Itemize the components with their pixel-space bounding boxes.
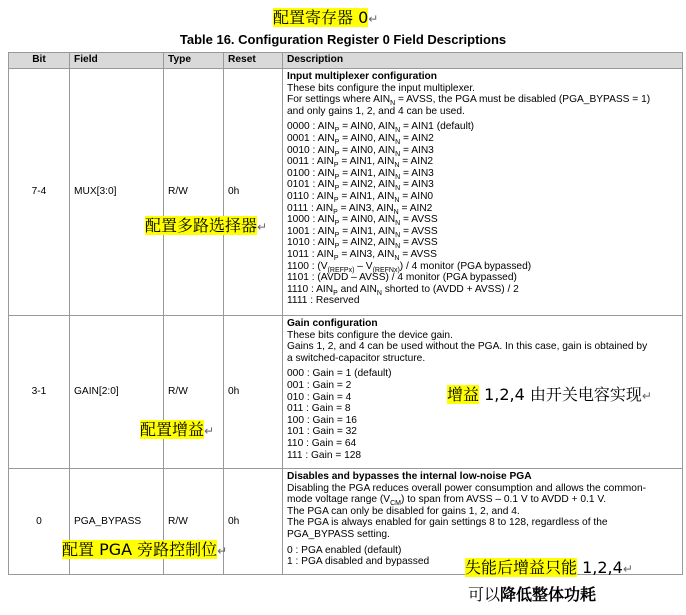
- pga-setting-1: 1 : PGA disabled and bypassed: [287, 556, 430, 568]
- mux-setting: 0001 : $AIN_P = AIN0$, $AIN_N = AIN2$: [287, 132, 434, 146]
- gain-setting: 110 : Gain = 64: [287, 437, 357, 449]
- cell-type: R/W: [164, 69, 224, 316]
- annotation-power-note: [468, 585, 596, 605]
- return-mark-icon: ↵: [204, 424, 215, 438]
- return-mark-icon: ↵: [622, 562, 633, 576]
- annotation-highlight: 配置增益: [140, 420, 205, 439]
- header-description: Description: [283, 53, 683, 69]
- mux-setting: 0110 : $AIN_P = AIN1$, $AIN_N = AIN0$: [287, 190, 434, 204]
- description-line: The PGA is always enabled for gain settings 8 to 128, regardless of the: [287, 517, 608, 529]
- cell-reset: 0h: [224, 69, 283, 316]
- annotation-mux: [145, 216, 267, 237]
- gain-setting: 010 : Gain = 4: [287, 391, 352, 403]
- gain-setting: 011 : Gain = 8: [287, 403, 351, 415]
- cell-bit: 3-1: [9, 316, 70, 469]
- description-line: PGA_BYPASS setting.: [287, 528, 390, 540]
- return-mark-icon: ↵: [257, 220, 268, 234]
- annotation-gain-config: [140, 420, 214, 441]
- header-type: Type: [164, 53, 224, 69]
- header-bit: Bit: [9, 53, 70, 69]
- cell-type: R/W: [164, 316, 224, 469]
- header-field: Field: [70, 53, 164, 69]
- description-line: These bits configure the input multiplexer.: [287, 82, 476, 94]
- description-title: Input multiplexer configuration: [287, 71, 437, 82]
- gain-setting: 100 : Gain = 16: [287, 414, 357, 426]
- description-line: Gains 1, 2, and 4 can be used without the PGA. In this case, gain is obtained by: [287, 341, 648, 353]
- description-line: and only gains 1, 2, and 4 can be used.: [287, 105, 465, 117]
- gain-setting: 101 : Gain = 32: [287, 426, 357, 438]
- annotation-register-0: [273, 8, 378, 29]
- mux-setting: 1011 : $AIN_P = AIN3$, $AIN_N$ = AVSS: [287, 248, 437, 262]
- mux-setting: 1000 : $AIN_P = AIN0$, $AIN_N$ = AVSS: [287, 214, 438, 228]
- annotation-text: 1,2,4 由开关电容实现: [479, 385, 642, 404]
- mux-setting-1111: 1111 : Reserved: [287, 295, 360, 307]
- register-table: [8, 52, 683, 575]
- annotation-highlight: 配置多路选择器: [145, 216, 258, 235]
- mux-setting: 0010 : $AIN_P = AIN0$, $AIN_N = AIN3$: [287, 144, 434, 158]
- pga-setting-0: 0 : PGA enabled (default): [287, 544, 402, 556]
- annotation-text: 1,2,4: [577, 558, 623, 577]
- header-reset: Reset: [224, 53, 283, 69]
- cell-field: PGA_BYPASS: [70, 469, 164, 575]
- mux-setting: 0011 : $AIN_P = AIN1$, $AIN_N = AIN2$: [287, 156, 434, 170]
- return-mark-icon: ↵: [368, 12, 379, 26]
- cell-field: GAIN[2:0]: [70, 316, 164, 469]
- description-line: a switched-capacitor structure.: [287, 352, 426, 364]
- description-line: Disabling the PGA reduces overall power consumption and allows the common-: [287, 482, 647, 494]
- mux-settings-list: [287, 121, 678, 260]
- cell-bit: 0: [9, 469, 70, 575]
- cell-type: R/W: [164, 469, 224, 575]
- gain-settings-list: [287, 368, 678, 461]
- description-line: mode voltage range $(V_{CM})$ to span from AVSS – 0.1 V to AVDD + 0.1 V.: [287, 494, 607, 508]
- cell-field: MUX[3:0]: [70, 69, 164, 316]
- mux-setting-1100: 1100 : $(V_{(REFPx)} - V_{(REFNx)}) / 4$ monitor (PGA bypassed): [287, 260, 532, 274]
- annotation-highlight: 增益: [447, 385, 480, 404]
- annotation-text-bold: 降低整体功耗: [500, 585, 597, 604]
- annotation-highlight: 失能后增益只能: [465, 558, 578, 577]
- mux-setting: 0100 : $AIN_P = AIN1$, $AIN_N = AIN3$: [287, 167, 434, 181]
- table-header-row: [9, 53, 683, 69]
- gain-setting: 111 : Gain = 128: [287, 449, 362, 461]
- cell-description-mux: [283, 69, 683, 316]
- annotation-highlight: 配置 PGA 旁路控制位: [62, 540, 218, 559]
- cell-reset: 0h: [224, 469, 283, 575]
- return-mark-icon: ↵: [641, 389, 652, 403]
- return-mark-icon: ↵: [217, 544, 228, 558]
- description-title: Gain configuration: [287, 318, 378, 329]
- annotation-highlight: 配置寄存器 0: [273, 8, 369, 27]
- annotation-gain-note: [447, 385, 652, 406]
- cell-reset: 0h: [224, 316, 283, 469]
- annotation-text: 可以: [468, 585, 501, 604]
- mux-setting: 0111 : $AIN_P = AIN3$, $AIN_N = AIN2$: [287, 202, 433, 216]
- mux-setting: 0101 : $AIN_P = AIN2$, $AIN_N = AIN3$: [287, 179, 434, 193]
- table-row-mux: [9, 69, 683, 316]
- mux-setting: 1001 : $AIN_P = AIN1$, $AIN_N$ = AVSS: [287, 225, 438, 239]
- mux-setting-1110: 1110 : $AIN_P$ and $AIN_N$ shorted to (AVDD + AVSS) / 2: [287, 283, 519, 297]
- description-line: These bits configure the device gain.: [287, 329, 453, 341]
- mux-setting-1101: 1101 : (AVDD – AVSS) / 4 monitor (PGA bypassed): [287, 272, 517, 284]
- description-line: The PGA can only be disabled for gains 1, 2, and 4.: [287, 505, 520, 517]
- description-line: For settings where $AIN_N$ = AVSS, the PGA must be disabled (PGA_BYPASS = 1): [287, 94, 651, 108]
- cell-bit: 7-4: [9, 69, 70, 316]
- annotation-pga-config: [62, 540, 227, 561]
- gain-setting: 000 : Gain = 1 (default): [287, 368, 392, 380]
- gain-setting: 001 : Gain = 2: [287, 379, 352, 391]
- description-title: Disables and bypasses the internal low-noise PGA: [287, 471, 532, 482]
- mux-setting: 0000 : $AIN_P = AIN0$, $AIN_N = AIN1$ (default): [287, 121, 475, 135]
- mux-setting: 1010 : $AIN_P = AIN2$, $AIN_N$ = AVSS: [287, 237, 438, 251]
- table-title: Table 16. Configuration Register 0 Field Descriptions: [179, 32, 507, 47]
- annotation-pga-gain-note: [465, 558, 633, 579]
